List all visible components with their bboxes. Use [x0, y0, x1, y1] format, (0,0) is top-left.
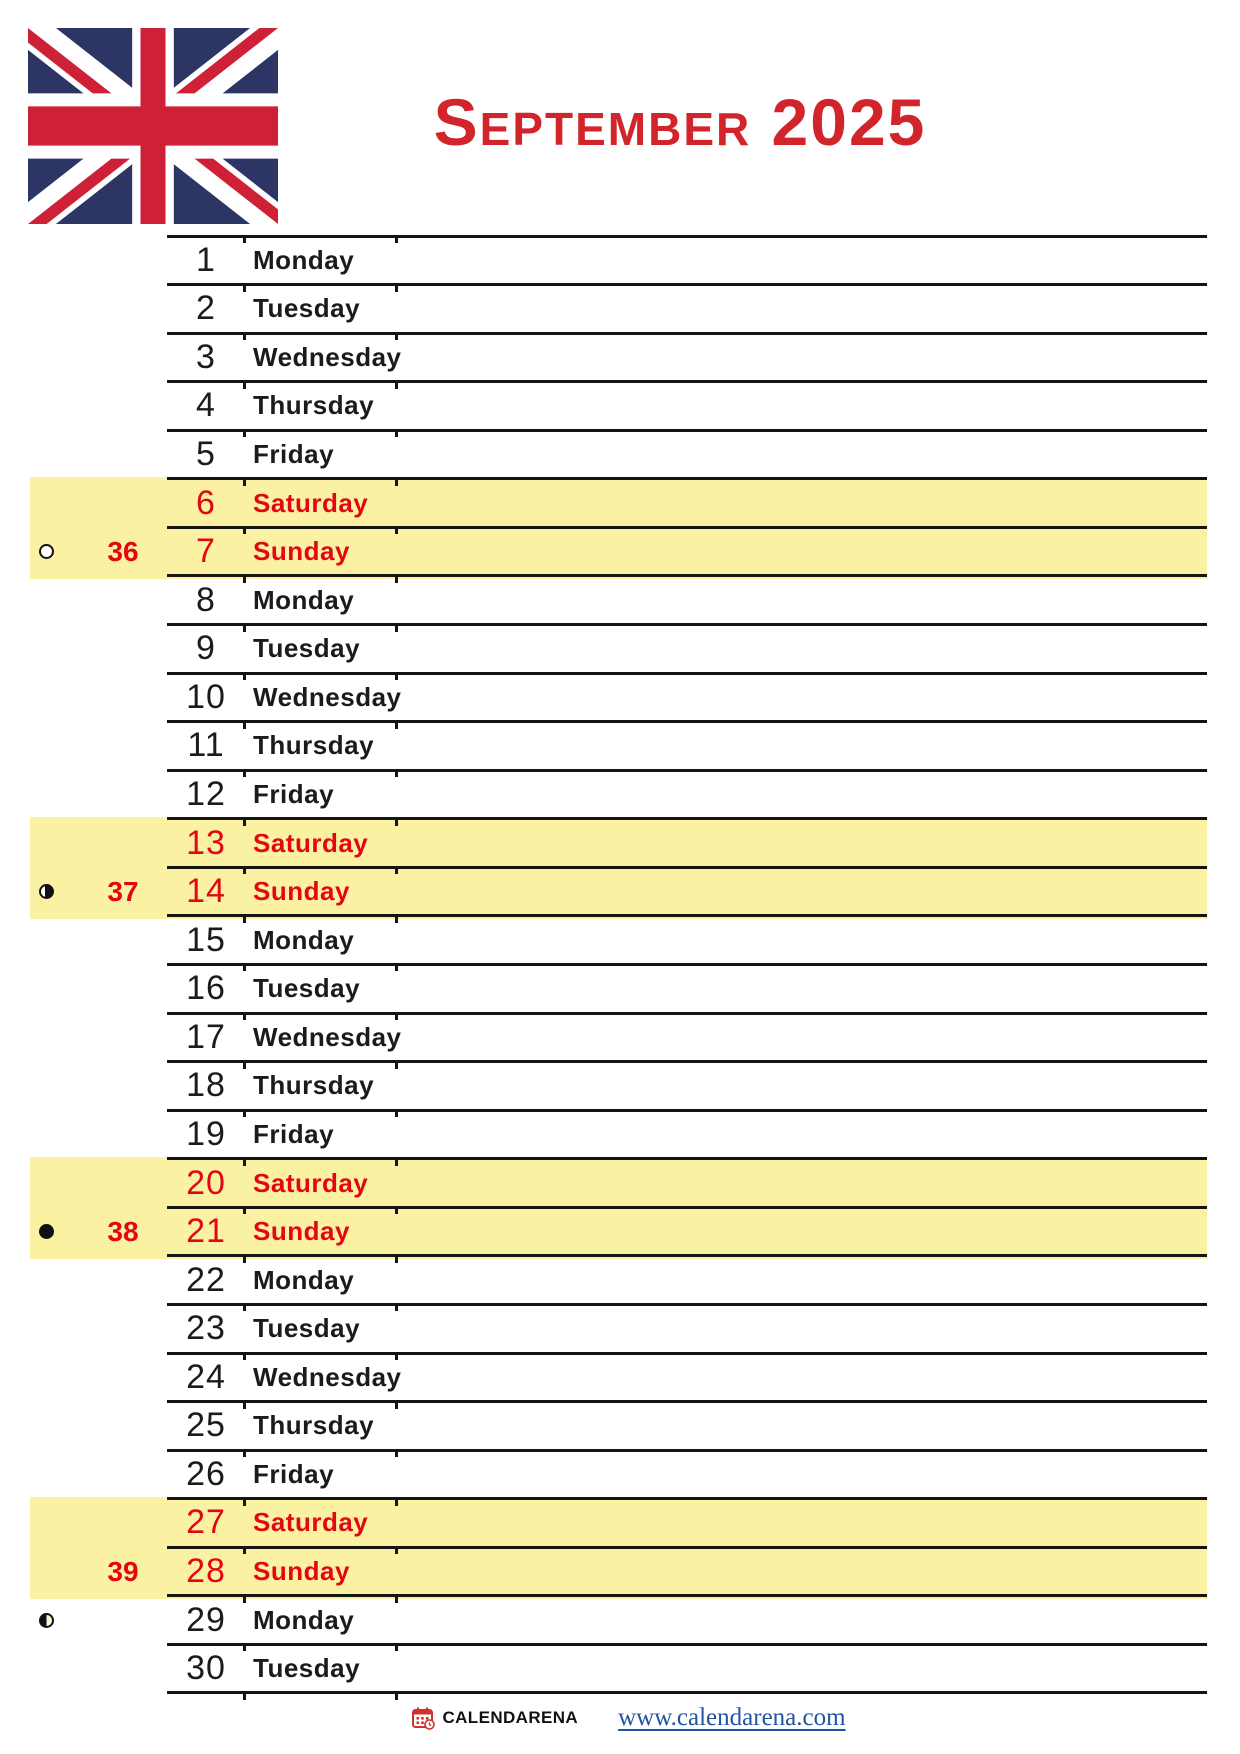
- day-number: 8: [196, 580, 216, 619]
- day-number: 4: [196, 386, 216, 425]
- day-name: Friday: [253, 439, 335, 470]
- day-number: 19: [186, 1114, 226, 1153]
- day-number: 30: [186, 1649, 226, 1688]
- column-tick: [395, 1256, 398, 1263]
- day-number: 1: [196, 240, 216, 279]
- day-number: 26: [186, 1454, 226, 1493]
- day-number: 21: [186, 1212, 226, 1251]
- day-number: 18: [186, 1066, 226, 1105]
- column-tick: [395, 1402, 398, 1409]
- day-name: Friday: [253, 1458, 335, 1489]
- day-name: Saturday: [253, 1507, 369, 1538]
- column-tick: [395, 1596, 398, 1603]
- day-number: 7: [196, 532, 216, 571]
- day-number: 25: [186, 1406, 226, 1445]
- day-number: 29: [186, 1600, 226, 1639]
- column-tick: [395, 576, 398, 583]
- column-tick: [395, 285, 398, 292]
- brand-name: CALENDARENA: [442, 1708, 579, 1727]
- day-number: 2: [196, 289, 216, 328]
- website-link[interactable]: www.calendarena.com: [618, 1704, 846, 1731]
- column-tick: [395, 722, 398, 729]
- day-name: Thursday: [253, 390, 375, 421]
- day-number: 24: [186, 1357, 226, 1396]
- day-name: Tuesday: [253, 293, 361, 324]
- day-name: Sunday: [253, 1556, 350, 1587]
- column-tick: [395, 916, 398, 923]
- day-number: 20: [186, 1163, 226, 1202]
- day-name: Friday: [253, 779, 335, 809]
- day-name: Thursday: [253, 730, 375, 761]
- day-name: Saturday: [253, 487, 369, 518]
- column-tick: [395, 1110, 398, 1117]
- day-name: Sunday: [253, 536, 350, 567]
- footer: [0, 1698, 1240, 1738]
- calendar-logo-icon: [410, 1705, 436, 1731]
- day-name: Wednesday: [253, 1361, 402, 1392]
- column-tick: [395, 236, 398, 243]
- column-tick: [395, 527, 398, 534]
- day-number: 9: [196, 629, 216, 668]
- day-number: 17: [186, 1017, 226, 1056]
- day-number: 22: [186, 1260, 226, 1299]
- column-tick: [395, 770, 398, 777]
- day-number: 3: [196, 337, 216, 376]
- column-tick: [395, 1450, 398, 1457]
- day-number: 11: [187, 726, 225, 765]
- column-tick: [395, 1304, 398, 1311]
- column-tick: [395, 819, 398, 826]
- day-name: Sunday: [253, 876, 350, 907]
- day-name: Tuesday: [253, 633, 361, 664]
- column-tick: [395, 1159, 398, 1166]
- day-number: 28: [186, 1552, 226, 1591]
- day-name: Wednesday: [253, 1021, 402, 1052]
- brand: [410, 1705, 578, 1731]
- day-number: 27: [186, 1503, 226, 1542]
- day-name: Monday: [253, 1604, 355, 1635]
- day-number: 15: [186, 920, 226, 959]
- day-name: Tuesday: [253, 1313, 361, 1344]
- day-name: Thursday: [253, 1070, 375, 1101]
- week-number: 38: [107, 1215, 139, 1247]
- day-name: Thursday: [253, 1410, 375, 1441]
- day-number: 23: [186, 1309, 226, 1348]
- day-name: Monday: [253, 1264, 355, 1295]
- page-title: September 2025: [433, 85, 927, 159]
- day-number: 5: [196, 435, 216, 474]
- column-tick: [395, 625, 398, 632]
- column-tick: [395, 479, 398, 486]
- day-name: Tuesday: [253, 973, 361, 1004]
- day-number: 10: [186, 677, 226, 716]
- column-tick: [395, 964, 398, 971]
- day-number: 6: [196, 483, 216, 522]
- column-tick: [395, 430, 398, 437]
- column-tick: [395, 1499, 398, 1506]
- column-tick: [395, 867, 398, 874]
- column-tick: [395, 382, 398, 389]
- week-number: 39: [107, 1555, 139, 1587]
- column-tick: [395, 1547, 398, 1554]
- day-name: Wednesday: [253, 341, 402, 372]
- day-name: Monday: [253, 584, 355, 615]
- day-name: Monday: [253, 924, 355, 955]
- day-number: 12: [186, 775, 226, 813]
- day-name: Wednesday: [253, 681, 402, 712]
- day-name: Friday: [253, 1118, 335, 1149]
- week-number: 36: [107, 535, 139, 567]
- day-name: Saturday: [253, 827, 369, 858]
- day-name: Monday: [253, 244, 355, 275]
- day-number: 13: [186, 823, 226, 862]
- moon-phase-first-quarter-icon: [39, 1613, 54, 1628]
- week-number: 37: [107, 875, 139, 907]
- column-tick: [395, 1644, 398, 1651]
- day-number: 16: [186, 969, 226, 1008]
- day-number: 14: [186, 872, 226, 911]
- column-tick: [395, 1207, 398, 1214]
- day-name: Saturday: [253, 1167, 369, 1198]
- moon-phase-new-icon: [39, 1224, 54, 1239]
- column-tick: [395, 1062, 398, 1069]
- day-name: Tuesday: [253, 1653, 361, 1684]
- day-name: Sunday: [253, 1216, 350, 1247]
